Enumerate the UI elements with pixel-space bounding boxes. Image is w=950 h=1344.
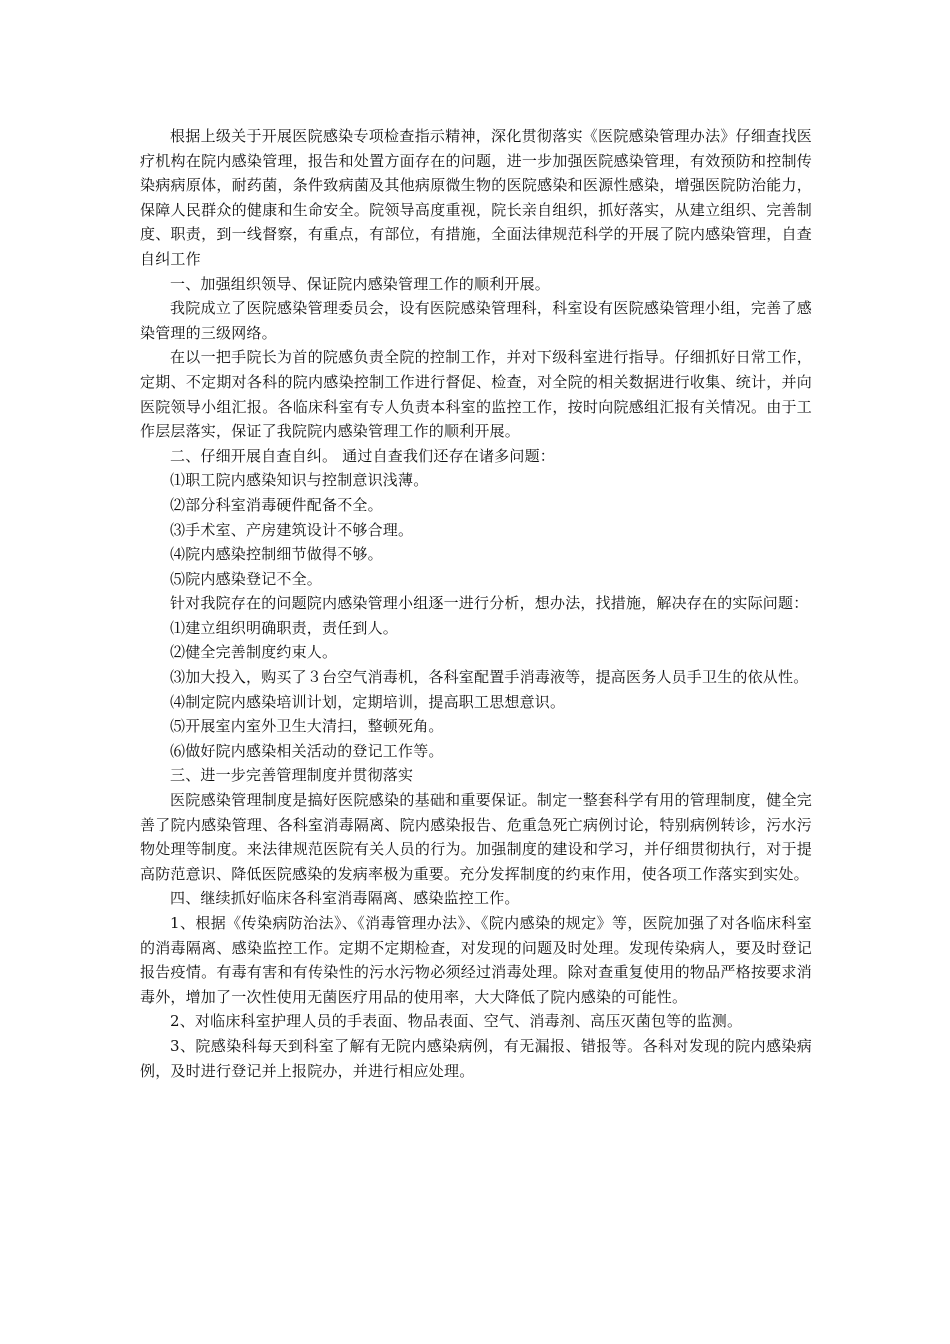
list-item: ⑸院内感染登记不全。 xyxy=(170,569,323,588)
list-item: ⑷制定院内感染培训计划，定期培训，提高职工思想意识。 xyxy=(170,692,566,711)
section-heading-2: 二、仔细开展自查自纠。 通过自查我们还存在诸多问题： xyxy=(170,446,555,465)
numbered-paragraph: 2、对临床科室护理人员的手表面、物品表面、空气、消毒剂、高压灭菌包等的监测。 xyxy=(170,1012,743,1031)
section-heading-4: 四、继续抓好临床各科室消毒隔离、感染监控工作。 xyxy=(170,889,520,908)
paragraph: 我院成立了医院感染管理委员会，设有医院感染管理科，科室设有医院感染管理小组，完善了感染管理的三级网络。 xyxy=(140,299,812,342)
section-heading-3: 三、进一步完善管理制度并贯彻落实 xyxy=(170,766,414,785)
list-item: ⑵部分科室消毒硬件配备不全。 xyxy=(170,495,383,514)
list-item: ⑷院内感染控制细节做得不够。 xyxy=(170,545,383,564)
list-item: ⑶手术室、产房建筑设计不够合理。 xyxy=(170,520,414,539)
list-item: ⑸开展室内室外卫生大清扫，整顿死角。 xyxy=(170,717,444,736)
numbered-paragraph: 3、院感染科每天到科室了解有无院内感染病例，有无漏报、错报等。各科对发现的院内感染病例，及时进行登记并上报院办，并进行相应处理。 xyxy=(140,1036,812,1080)
intro-paragraph: 根据上级关于开展医院感染专项检查指示精神，深化贯彻落实《医院感染管理办法》仔细查找医疗机构在院内感染管理，报告和处置方面存在的问题，进一步加强医院感染管理，有效预防和控制传染病病原体，耐药菌，条件致病菌及其他病原微生物的医院感染和医源性感染，增强医院防治能力，保障人民群众的健康和生命安全。院领导高度重视，院长亲自组织，抓好落实，从建立组织、完善制度、职责，到一线督察，有重点，有部位，有措施，全面法律规范科学的开展了院内感染管理，自查自纠工作 xyxy=(140,127,812,268)
paragraph: 在以一把手院长为首的院感负责全院的控制工作，并对下级科室进行指导。仔细抓好日常工作，定期、不定期对各科的院内感染控制工作进行督促、检查，对全院的相关数据进行收集、统计，并向医院领导小组汇报。各临床科室有专人负责本科室的监控工作，按时向院感组汇报有关情况。由于工作层层落实，保证了我院院内感染管理工作的顺利开展。 xyxy=(140,348,812,441)
document-body xyxy=(140,124,812,1083)
list-item: ⑹做好院内感染相关活动的登记工作等。 xyxy=(170,741,444,760)
list-item: ⑴职工院内感染知识与控制意识浅薄。 xyxy=(170,471,429,490)
section-heading-1: 一、加强组织领导、保证院内感染管理工作的顺利开展。 xyxy=(170,274,551,293)
paragraph: 医院感染管理制度是搞好医院感染的基础和重要保证。制定一整套科学有用的管理制度，健全完善了院内感染管理、各科室消毒隔离、院内感染报告、危重急死亡病例讨论，特别病例转诊，污水污物处理等制度。来法律规范医院有关人员的行为。加强制度的建设和学习，并仔细贯彻执行，对于提高防范意识、降低医院感染的发病率极为重要。充分发挥制度的约束作用，使各项工作落实到实处。 xyxy=(140,791,812,883)
list-item: ⑶加大投入，购买了３台空气消毒机，各科室配置手消毒液等，提高医务人员手卫生的依从性。 xyxy=(170,668,809,687)
numbered-paragraph: 1、根据《传染病防治法》、《消毒管理办法》、《院内感染的规定》等，医院加强了对各临床科室的消毒隔离、感染监控工作。定期不定期检查，对发现的问题及时处理。发现传染病人，要及时登记报告疫情。有毒有害和有传染性的污水污物必须经过消毒处理。除对查重复使用的物品严格按要求消毒外，增加了一次性使用无菌医疗用品的使用率，大大降低了院内感染的可能性。 xyxy=(140,914,812,1006)
paragraph: 针对我院存在的问题院内感染管理小组逐一进行分析，想办法，找措施，解决存在的实际问题： xyxy=(170,594,809,613)
list-item: ⑵健全完善制度约束人。 xyxy=(170,643,338,662)
list-item: ⑴建立组织明确职责，责任到人。 xyxy=(170,618,399,637)
